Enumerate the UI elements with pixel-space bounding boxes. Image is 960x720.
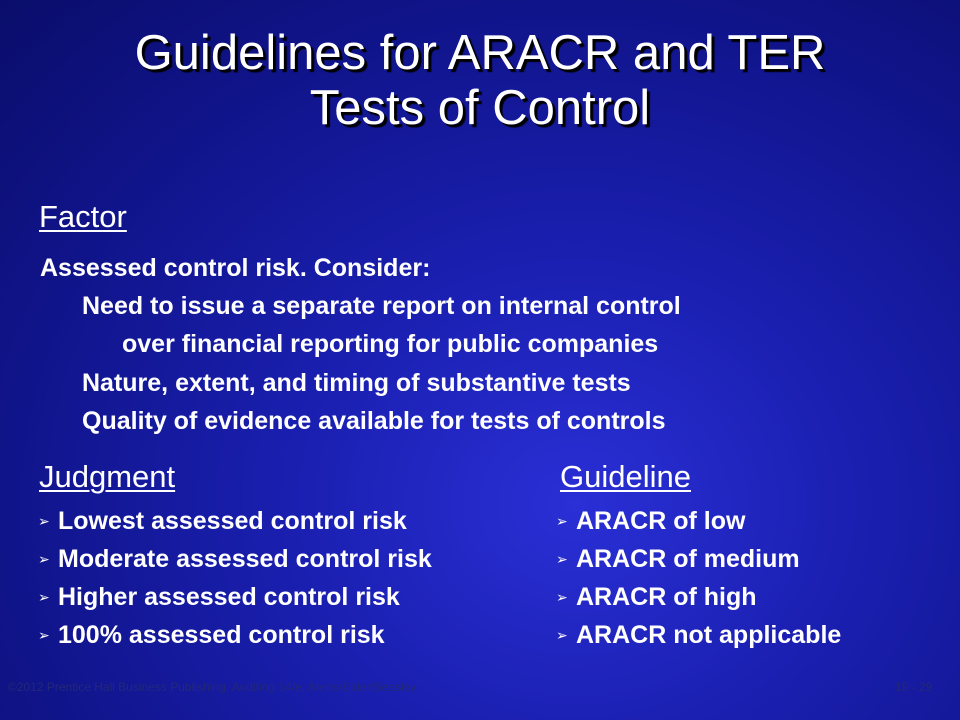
judgment-item (36, 582, 400, 612)
arrow-bullet-icon: ➢ (556, 627, 568, 643)
factor-item-1: Need to issue a separate report on internal control (82, 292, 681, 320)
arrow-bullet-icon: ➢ (556, 513, 568, 529)
guideline-item-label: ARACR of medium (576, 545, 800, 573)
arrow-bullet-icon: ➢ (38, 513, 50, 529)
guideline-item (554, 582, 757, 612)
guideline-item-label: ARACR of high (576, 583, 757, 611)
factor-item-2: Nature, extent, and timing of substantive tests (82, 369, 631, 397)
factor-heading: Factor (39, 199, 127, 234)
arrow-bullet-icon: ➢ (38, 551, 50, 567)
factor-main: Assessed control risk. Consider: (40, 254, 431, 282)
guideline-heading: Guideline (560, 459, 691, 494)
arrow-bullet-icon: ➢ (38, 627, 50, 643)
title-line-2: Tests of Control (309, 81, 651, 135)
factor-item-3: Quality of evidence available for tests of controls (82, 407, 666, 435)
arrow-bullet-icon: ➢ (556, 551, 568, 567)
guideline-item (554, 506, 745, 536)
slide-title (0, 26, 960, 136)
title-line-1: Guidelines for ARACR and TER (134, 26, 826, 80)
arrow-bullet-icon: ➢ (38, 589, 50, 605)
guideline-item-label: ARACR not applicable (576, 621, 842, 649)
judgment-item-label: Moderate assessed control risk (58, 545, 432, 573)
judgment-item (36, 620, 385, 650)
judgment-item-label: 100% assessed control risk (58, 621, 385, 649)
judgment-item (36, 506, 407, 536)
footer-page-number: 15 - 29 (895, 680, 933, 694)
judgment-heading: Judgment (39, 459, 176, 494)
guideline-item (554, 544, 800, 574)
footer-copyright: ©2012 Prentice Hall Business Publishing, Auditing 14/e, Arens/Elder/Beasley (8, 680, 417, 694)
judgment-item-label: Lowest assessed control risk (58, 507, 407, 535)
guideline-item (554, 620, 841, 650)
factor-item-1-continued: over financial reporting for public companies (122, 330, 659, 358)
judgment-item-label: Higher assessed control risk (58, 583, 400, 611)
arrow-bullet-icon: ➢ (556, 589, 568, 605)
guideline-item-label: ARACR of low (576, 507, 746, 535)
judgment-item (36, 544, 432, 574)
